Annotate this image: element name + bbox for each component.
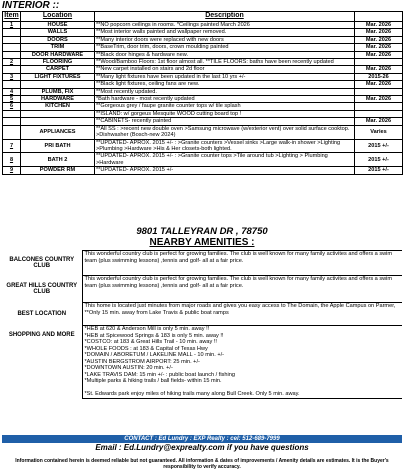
disclaimer: Information contained herein is deemed reliable but not guaranteed. All information & dates of improvements / Amenity details are estimates. It is the Buyer's responsibility to verify accuracy. <box>15 458 389 470</box>
amenity-row <box>2 326 402 399</box>
row-location: FLOORING <box>21 59 95 66</box>
table-row <box>3 110 403 117</box>
contact-email: Email : Ed.Lundry@exprealty.com if you have questions <box>95 443 309 452</box>
row-description: **Many light fixtures have been updated in the last 10 yrs +/- <box>95 73 355 80</box>
row-description: *Bath hardware - most recently updated <box>95 96 355 103</box>
row-description: **All SS : >recent new double oven >Samsung microwave (w/exterior vent) over solid surface cooktop. >Dishwasher (Bosch-new 2024) <box>95 125 355 139</box>
item-number: 4 <box>3 88 21 95</box>
amenity-name: BALCONES COUNTRY CLUB <box>9 256 75 269</box>
row-location: CARPET <box>21 66 95 73</box>
table-row <box>3 22 403 29</box>
table-row <box>3 88 403 95</box>
item-number: 6 <box>3 103 21 110</box>
table-row <box>3 125 403 139</box>
table-header-row <box>3 12 403 22</box>
shopping-item: *WHOLE FOODS : at 183 & Capital of Texas Hwy <box>84 345 208 352</box>
row-description: **ISLAND: w/ gorgeus Mesquite WOOD cutting board top ! <box>95 110 355 117</box>
row-location: BATH 2 <box>21 153 95 167</box>
interior-section-title: INTERIOR :: <box>2 0 60 11</box>
row-date <box>355 110 403 117</box>
row-date: 2015-26 <box>355 73 403 80</box>
row-description: **Black door hinges & hardware new. <box>95 51 355 58</box>
shopping-item: *St. Edwards park enjoy miles of hiking trails many along Bull Creek. Only 5 min. away. <box>84 391 300 397</box>
row-date: Mar. 2026 <box>355 96 403 103</box>
row-description: **UPDATED- APROX. 2015 +/- : >Granite counter tops >Tile around tub >Lighting > Plumbing >Hardware <box>95 153 355 167</box>
table-row <box>3 59 403 66</box>
row-date: Mar. 2026 <box>355 22 403 29</box>
item-number: 9 <box>3 167 21 174</box>
row-date <box>355 59 403 66</box>
row-description: **Most recently updated. <box>95 88 355 95</box>
date-header <box>355 12 403 22</box>
row-location: WALLS <box>21 29 95 36</box>
amenities-title: NEARBY AMENITIES : <box>149 237 255 248</box>
row-description: **CABINETS- recently painted <box>95 118 355 125</box>
row-description: **Most interior walls painted and wallpaper removed. <box>95 29 355 36</box>
shopping-item: *DOWNTOWN AUSTIN: 20 min. +/- <box>84 365 173 371</box>
amenity-row <box>2 303 402 326</box>
shopping-item: *COSTCO: at 183 & Great Hills Trail - 10 min. away !! <box>84 339 217 345</box>
row-description: **New carpet installed on stairs and 2d floor <box>95 66 355 73</box>
row-date: Mar. 2026 <box>355 29 403 36</box>
shopping-item: *HEB at 620 & Anderson Mill is only 5 min. away !! <box>84 326 210 332</box>
row-description: **NO popcorn ceilings in rooms. *Ceilings painted March 2026 <box>95 22 355 29</box>
row-description: **UPDATED- APROX. 2015 +/- <box>95 167 355 174</box>
amenity-row <box>2 251 402 276</box>
shopping-list <box>82 326 402 399</box>
item-header: Item <box>3 12 21 22</box>
property-address: 9801 TALLEYRAN DR , 78750 <box>136 226 268 237</box>
interior-features-table <box>2 11 403 175</box>
table-row <box>3 139 403 153</box>
table-row <box>3 44 403 51</box>
row-location: TRIM <box>21 44 95 51</box>
row-location <box>21 110 95 117</box>
item-number: 2 <box>3 59 21 66</box>
item-number: 5 <box>3 96 21 103</box>
location-header: Location <box>21 12 95 22</box>
shopping-item: *Multiple parks & hiking trails / ball fields- within 15 min. <box>84 378 222 384</box>
row-description: **UPDATED- APROX. 2015 +/- : >Granite counters >Vessel sinks >Large walk-in shower >Lighting >Plumbing >Hardware >His & Her closets-both lighted. <box>95 139 355 153</box>
table-row <box>3 29 403 36</box>
row-date: Mar. 2026 <box>355 36 403 43</box>
item-number: 8 <box>3 153 21 167</box>
table-row <box>3 167 403 174</box>
item-number: 3 <box>3 73 21 80</box>
row-date: Varies <box>355 125 403 139</box>
amenity-text: This home is located just minutes from major roads and gives you easy access to The Domain, the Apple Campus on Parmer, **Only 15 min. away from Lake Travis & public boat ramps <box>82 303 402 326</box>
item-number <box>3 36 21 43</box>
row-date <box>355 103 403 110</box>
table-row <box>3 153 403 167</box>
table-row <box>3 36 403 43</box>
row-description: **Many interior doors were replaced with new doors <box>95 36 355 43</box>
amenity-name: SHOPPING AND MORE <box>8 331 75 338</box>
row-date: Mar. 2026 <box>355 66 403 73</box>
item-number <box>3 110 21 117</box>
table-row <box>3 73 403 80</box>
item-number <box>3 118 21 125</box>
description-header: Description <box>95 12 355 22</box>
row-location: LIGHT FIXTURES <box>21 73 95 80</box>
row-date: Mar. 2026 <box>355 81 403 88</box>
row-location: KITCHEN <box>21 103 95 110</box>
row-location: HOUSE <box>21 22 95 29</box>
shopping-item: *HEB at Spicewood Springs & 183 is only 5 min. away !! <box>84 332 224 339</box>
table-row <box>3 118 403 125</box>
row-location: HARDWARE <box>21 96 95 103</box>
row-date: Mar. 2026 <box>355 118 403 125</box>
table-row <box>3 96 403 103</box>
row-location: DOOR HARDWARE <box>21 51 95 58</box>
row-date: 2015 +/- <box>355 139 403 153</box>
row-date: Mar. 2026 <box>355 51 403 58</box>
item-number: 7 <box>3 139 21 153</box>
amenities-table <box>2 250 402 399</box>
item-number: 1 <box>3 22 21 29</box>
row-location: PLUMB, FIX <box>21 88 95 95</box>
amenity-name: BEST LOCATION <box>17 310 67 317</box>
row-location <box>21 81 95 88</box>
row-date: 2015 +/- <box>355 153 403 167</box>
row-location: APPLIANCES <box>21 125 95 139</box>
table-row <box>3 81 403 88</box>
row-date: Mar. 2026 <box>355 44 403 51</box>
interior-table-body <box>3 22 403 175</box>
row-location <box>21 118 95 125</box>
row-date <box>355 88 403 95</box>
row-location: DOORS <box>21 36 95 43</box>
shopping-item: *LAKE TRAVIS DAM: 15 min +/- : public boat launch / fishing <box>84 371 235 378</box>
item-number <box>3 125 21 139</box>
item-number <box>3 44 21 51</box>
row-description: **Gorgeous grey / faupe granite counter tops w/ tile splash <box>95 103 355 110</box>
table-row <box>3 51 403 58</box>
row-description: **BaseTrim, door trim, doors, crown moulding painted <box>95 44 355 51</box>
amenity-row <box>2 276 402 303</box>
row-description: **Black light fixtures, ceiling fans are new. <box>95 81 355 88</box>
row-date: 2015 +/- <box>355 167 403 174</box>
table-row <box>3 103 403 110</box>
item-number <box>3 66 21 73</box>
amenity-text: This wonderful country club is perfect for growing families. The club is well known for many family activites and offers a swim team (plus swimming lessons) ,tennis and golf- all at a fair price. <box>82 251 402 276</box>
row-description: **Wood/Bamboo Floors: 1st floor almost all. **TILE FLOORS: baths have been recently updated <box>95 59 355 66</box>
shopping-item: *DOMAIN / ABORETUM / LAKELINE MALL - 10 min. +/- <box>84 352 225 358</box>
item-number <box>3 51 21 58</box>
row-location: PRI BATH <box>21 139 95 153</box>
row-location: POWDER RM <box>21 167 95 174</box>
item-number <box>3 81 21 88</box>
item-number <box>3 29 21 36</box>
amenity-name: GREAT HILLS COUNTRY CLUB <box>6 282 78 295</box>
shopping-item: *AUSTIN BERGSTROM AIRPORT: 25 min. +/- <box>84 358 200 365</box>
table-row <box>3 66 403 73</box>
contact-bar: CONTACT : Ed Lundry : EXP Realty : cel: 512-689-7999 <box>2 435 402 443</box>
amenity-text: This wonderful country club is perfect for growing families. The club is well known for many family activites and offers a swim team (plus swimming lessons) ,tennis and golf- all at a fair price. <box>82 276 402 303</box>
